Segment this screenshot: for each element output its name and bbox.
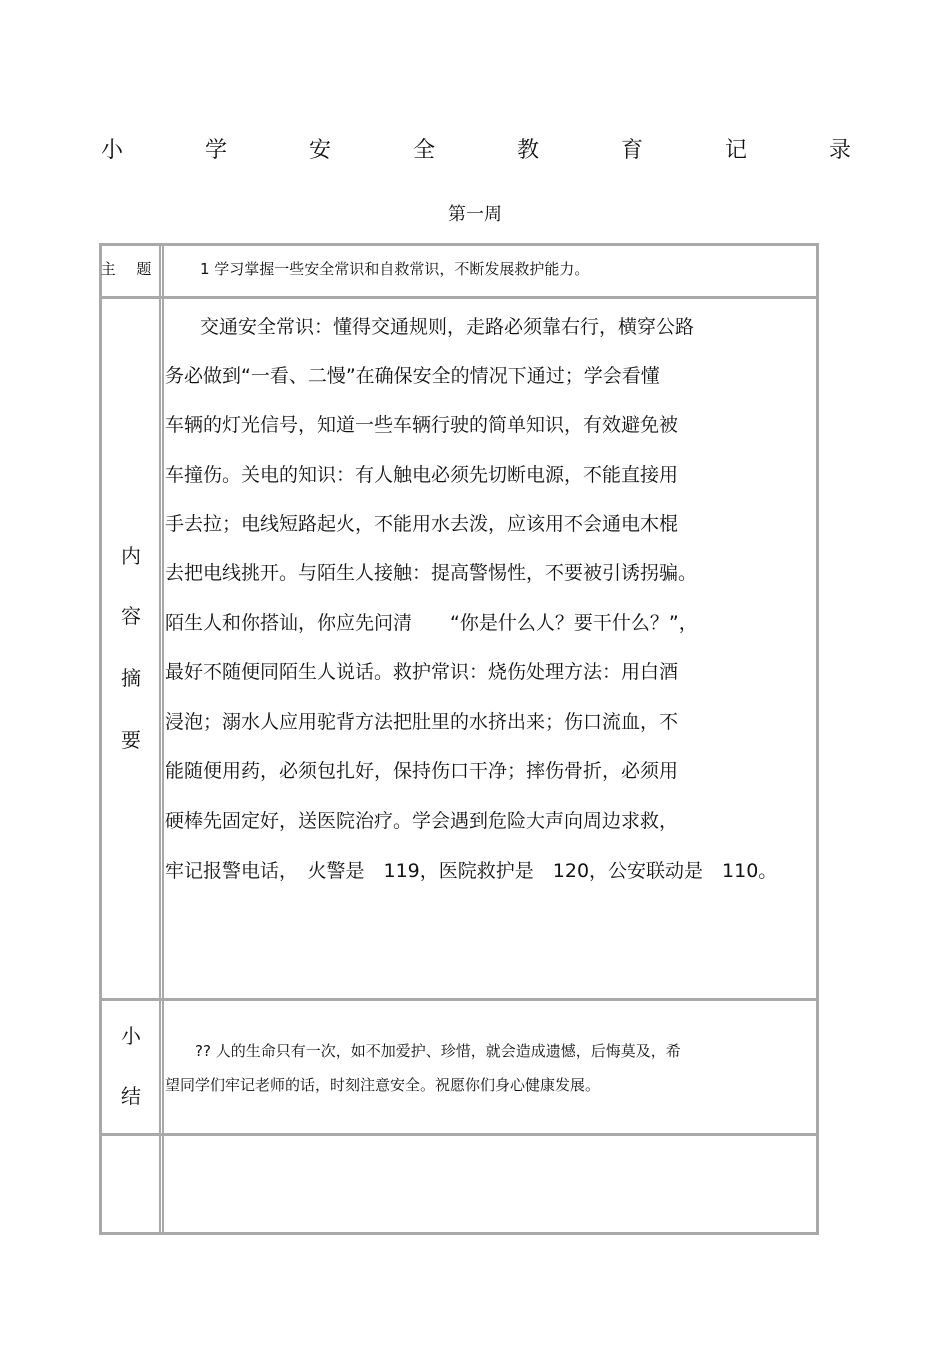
summary-label-char: 结 — [121, 1084, 141, 1108]
table-border — [99, 1232, 819, 1235]
content-line: 务必做到“一看、二慢”在确保安全的情况下通过；学会看懂 — [165, 365, 660, 387]
content-line: 陌生人和你搭讪，你应先问清 “你是什么人？要干什么？”， — [165, 612, 698, 634]
row-divider — [99, 296, 819, 299]
content-line: 车撞伤。关电的知识：有人触电必须先切断电源，不能直接用 — [165, 464, 679, 486]
content-line: 牢记报警电话， 火警是 119，医院救护是 120，公安联动是 110。 — [165, 860, 778, 882]
title-char: 记 — [724, 137, 747, 163]
summary-line: ?? 人的生命只有一次，如不加爱护、珍惜，就会造成遗憾，后悔莫及，希 — [165, 1042, 681, 1060]
content-line: 去把电线挑开。与陌生人接触：提高警惕性，不要被引诱拐骗。 — [165, 562, 698, 584]
title-char: 全 — [412, 137, 435, 163]
content-line: 硬棒先固定好，送医院治疗。学会遇到危险大声向周边求救， — [165, 810, 679, 832]
content-line: 手去拉；电线短路起火，不能用水去泼，应该用不会通电木棍 — [165, 513, 679, 535]
table-border — [816, 243, 819, 1235]
title-char: 小 — [100, 137, 123, 163]
row-divider — [99, 1133, 819, 1136]
title-char: 安 — [308, 137, 331, 163]
content-label-char: 容 — [121, 604, 141, 628]
content-line: 能随便用药，必须包扎好，保持伤口干净；摔伤骨折，必须用 — [165, 760, 679, 782]
week-heading: 第一周 — [448, 204, 502, 225]
content-line: 车辆的灯光信号，知道一些车辆行驶的简单知识，有效避免被 — [165, 414, 679, 436]
content-label-char: 摘 — [121, 666, 141, 690]
title-char: 育 — [620, 137, 643, 163]
topic-text: 1 学习掌握一些安全常识和自救常识，不断发展救护能力。 — [200, 260, 590, 278]
title-char: 教 — [516, 137, 539, 163]
row-divider — [99, 998, 819, 1001]
content-line: 最好不随便同陌生人说话。救护常识：烧伤处理方法：用白酒 — [165, 661, 679, 683]
table-border — [99, 243, 819, 246]
title-char: 录 — [828, 137, 851, 163]
title-char: 学 — [204, 137, 227, 163]
content-line: 交通安全常识：懂得交通规则，走路必须靠右行，横穿公路 — [200, 316, 695, 338]
topic-label: 主 题 — [100, 260, 160, 278]
content-line: 浸泡；溺水人应用驼背方法把肚里的水挤出来；伤口流血，不 — [165, 711, 679, 733]
summary-label-char: 小 — [121, 1024, 141, 1048]
content-label-char: 要 — [121, 728, 141, 752]
summary-line: 望同学们牢记老师的话，时刻注意安全。祝愿你们身心健康发展。 — [165, 1076, 601, 1094]
column-divider — [162, 243, 164, 1235]
document-title — [100, 128, 852, 168]
content-label-char: 内 — [121, 544, 141, 568]
